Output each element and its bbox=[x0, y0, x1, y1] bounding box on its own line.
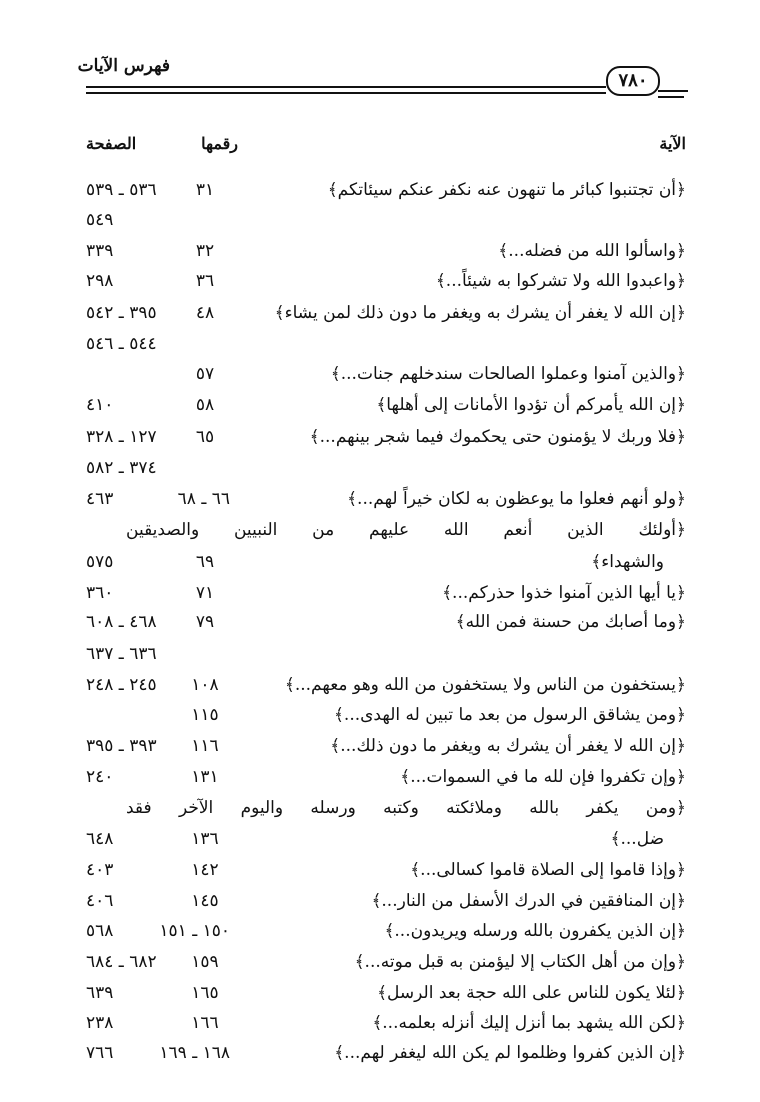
page-reference: ٣٩٣ ـ ٣٩٥ bbox=[86, 736, 157, 756]
verse-text: ﴿إن الله لا يغفر أن يشرك به ويغفر ما دون ذلك...﴾ bbox=[330, 736, 686, 756]
verse-number: ١٥٩ bbox=[191, 952, 219, 972]
page-reference: ٤٠٣ bbox=[86, 860, 114, 880]
header-rule-tail bbox=[658, 90, 688, 92]
page-reference: ٣٧٤ ـ ٥٨٢ bbox=[86, 458, 157, 478]
verse-text: ﴿ومن يشاقق الرسول من بعد ما تبين له الهدى...﴾ bbox=[333, 705, 686, 725]
table-row bbox=[0, 700, 760, 730]
page-reference: ٦٣٦ ـ ٦٣٧ bbox=[86, 644, 157, 664]
verse-number: ٤٨ bbox=[195, 303, 215, 323]
table-row bbox=[0, 1008, 760, 1038]
table-row bbox=[0, 547, 760, 577]
verse-number: ١٦٦ bbox=[191, 1013, 219, 1033]
page-reference: ١٢٧ ـ ٣٢٨ bbox=[86, 427, 157, 447]
table-row bbox=[0, 731, 760, 761]
verse-text: ﴿واسألوا الله من فضله...﴾ bbox=[498, 241, 686, 261]
page-reference: ٢٣٨ bbox=[86, 1013, 114, 1033]
page-reference: ٦٣٩ bbox=[86, 983, 114, 1003]
verse-number: ٣٦ bbox=[195, 271, 215, 291]
table-row bbox=[0, 824, 760, 854]
verse-text: والشهداء﴾ bbox=[591, 552, 664, 572]
page-reference: ٤٦٣ bbox=[86, 489, 114, 509]
verse-number: ٧١ bbox=[195, 583, 215, 603]
verse-text: ﴿أن تجتنبوا كبائر ما تنهون عنه نكفر عنكم سيئاتكم﴾ bbox=[327, 180, 686, 200]
table-row bbox=[0, 422, 760, 452]
verse-text: ﴿وإن تكفروا فإن لله ما في السموات...﴾ bbox=[400, 767, 686, 787]
table-row bbox=[0, 670, 760, 700]
page-reference: ٤٠٦ bbox=[86, 891, 114, 911]
page-reference: ٤٦٨ ـ ٦٠٨ bbox=[86, 612, 157, 632]
table-row bbox=[0, 515, 760, 545]
page-reference: ٥٤٩ bbox=[86, 210, 114, 230]
verse-number: ١١٥ bbox=[191, 705, 219, 725]
verse-number: ١٠٨ bbox=[191, 675, 219, 695]
page-reference: ٥٣٦ ـ ٥٣٩ bbox=[86, 180, 157, 200]
verse-text: ﴿وإذا قاموا إلى الصلاة قاموا كسالى...﴾ bbox=[410, 860, 686, 880]
verse-text: ﴿أولئك الذين أنعم الله عليهم من النبيين والصديقين bbox=[126, 520, 686, 540]
verse-text: ﴿وإن من أهل الكتاب إلا ليؤمنن به قبل موته...﴾ bbox=[354, 952, 686, 972]
column-heading-number: رقمها bbox=[201, 134, 238, 153]
verse-text: ﴿لئلا يكون للناس على الله حجة بعد الرسل﴾ bbox=[377, 983, 686, 1003]
table-row bbox=[0, 762, 760, 792]
column-heading-verse: الآية bbox=[659, 134, 686, 153]
header-rule-tail-2 bbox=[658, 96, 684, 98]
table-row bbox=[0, 639, 760, 669]
header-rule-bottom bbox=[86, 92, 606, 94]
table-row bbox=[0, 855, 760, 885]
verse-text: ﴿يا أيها الذين آمنوا خذوا حذركم...﴾ bbox=[442, 583, 686, 603]
page-reference: ٣٦٠ bbox=[86, 583, 114, 603]
verse-number: ١١٦ bbox=[191, 736, 219, 756]
table-row bbox=[0, 578, 760, 608]
verse-text: ضل...﴾ bbox=[610, 829, 664, 849]
page-reference: ٧٦٦ bbox=[86, 1043, 114, 1063]
verse-number: ٦٥ bbox=[195, 427, 215, 447]
table-row bbox=[0, 978, 760, 1008]
table-row bbox=[0, 359, 760, 389]
table-row bbox=[0, 886, 760, 916]
running-title: فهرس الآيات bbox=[77, 56, 170, 76]
page-reference: ٣٩٥ ـ ٥٤٢ bbox=[86, 303, 157, 323]
page-reference: ٢٤٥ ـ ٢٤٨ bbox=[86, 675, 157, 695]
verse-number: ١٦٥ bbox=[191, 983, 219, 1003]
column-heading-page: الصفحة bbox=[86, 134, 137, 153]
verse-text: ﴿إن الله لا يغفر أن يشرك به ويغفر ما دون ذلك لمن يشاء﴾ bbox=[274, 303, 686, 323]
header-rule-top bbox=[86, 86, 606, 88]
page-reference: ٦٤٨ bbox=[86, 829, 114, 849]
verse-text: ﴿وما أصابك من حسنة فمن الله﴾ bbox=[455, 612, 686, 632]
verse-number: ١٥٠ ـ ١٥١ bbox=[159, 921, 230, 941]
page-reference: ٣٣٩ bbox=[86, 241, 114, 261]
page-number: ٧٨٠ bbox=[606, 66, 660, 96]
verse-text: ﴿والذين آمنوا وعملوا الصالحات سندخلهم جنات...﴾ bbox=[330, 364, 686, 384]
verse-text: ﴿إن الله يأمركم أن تؤدوا الأمانات إلى أهلها﴾ bbox=[376, 395, 686, 415]
verse-number: ٣١ bbox=[195, 180, 215, 200]
verse-text: ﴿ومن يكفر بالله وملائكته وكتبه ورسله واليوم الآخر فقد bbox=[126, 798, 686, 818]
verse-number: ٧٩ bbox=[195, 612, 215, 632]
table-row bbox=[0, 793, 760, 823]
verse-text: ﴿واعبدوا الله ولا تشركوا به شيئاً...﴾ bbox=[435, 271, 686, 291]
table-row bbox=[0, 453, 760, 483]
verse-text: ﴿إن الذين يكفرون بالله ورسله ويريدون...﴾ bbox=[384, 921, 686, 941]
table-row bbox=[0, 175, 760, 205]
page-reference: ٢٩٨ bbox=[86, 271, 114, 291]
table-row bbox=[0, 484, 760, 514]
table-row bbox=[0, 390, 760, 420]
table-row bbox=[0, 916, 760, 946]
page-reference: ٥٧٥ bbox=[86, 552, 114, 572]
verse-number: ٥٨ bbox=[195, 395, 215, 415]
table-row bbox=[0, 266, 760, 296]
table-row bbox=[0, 329, 760, 359]
page-reference: ٢٤٠ bbox=[86, 767, 114, 787]
verse-text: ﴿إن المنافقين في الدرك الأسفل من النار...﴾ bbox=[371, 891, 686, 911]
page-reference: ٤١٠ bbox=[86, 395, 114, 415]
verse-text: ﴿ولو أنهم فعلوا ما يوعظون به لكان خيراً لهم...﴾ bbox=[347, 489, 686, 509]
verse-text: ﴿إن الذين كفروا وظلموا لم يكن الله ليغفر لهم...﴾ bbox=[334, 1043, 686, 1063]
verse-number: ٦٩ bbox=[195, 552, 215, 572]
verse-number: ١٤٢ bbox=[191, 860, 219, 880]
verse-number: ١٣١ bbox=[191, 767, 219, 787]
page-reference: ٥٦٨ bbox=[86, 921, 114, 941]
table-row bbox=[0, 298, 760, 328]
table-row bbox=[0, 205, 760, 235]
table-row bbox=[0, 947, 760, 977]
page-reference: ٦٨٢ ـ ٦٨٤ bbox=[86, 952, 157, 972]
verse-text: ﴿يستخفون من الناس ولا يستخفون من الله وهو معهم...﴾ bbox=[284, 675, 686, 695]
verse-number: ٥٧ bbox=[195, 364, 215, 384]
verse-number: ١٤٥ bbox=[191, 891, 219, 911]
verse-number: ١٣٦ bbox=[191, 829, 219, 849]
table-row bbox=[0, 1038, 760, 1068]
table-row bbox=[0, 236, 760, 266]
verse-number: ٦٦ ـ ٦٨ bbox=[177, 489, 230, 509]
page-reference: ٥٤٤ ـ ٥٤٦ bbox=[86, 334, 157, 354]
verse-text: ﴿فلا وربك لا يؤمنون حتى يحكموك فيما شجر بينهم...﴾ bbox=[309, 427, 686, 447]
verse-text: ﴿لكن الله يشهد بما أنزل إليك أنزله بعلمه...﴾ bbox=[372, 1013, 686, 1033]
verse-number: ٣٢ bbox=[195, 241, 215, 261]
table-row bbox=[0, 607, 760, 637]
verse-number: ١٦٨ ـ ١٦٩ bbox=[159, 1043, 230, 1063]
